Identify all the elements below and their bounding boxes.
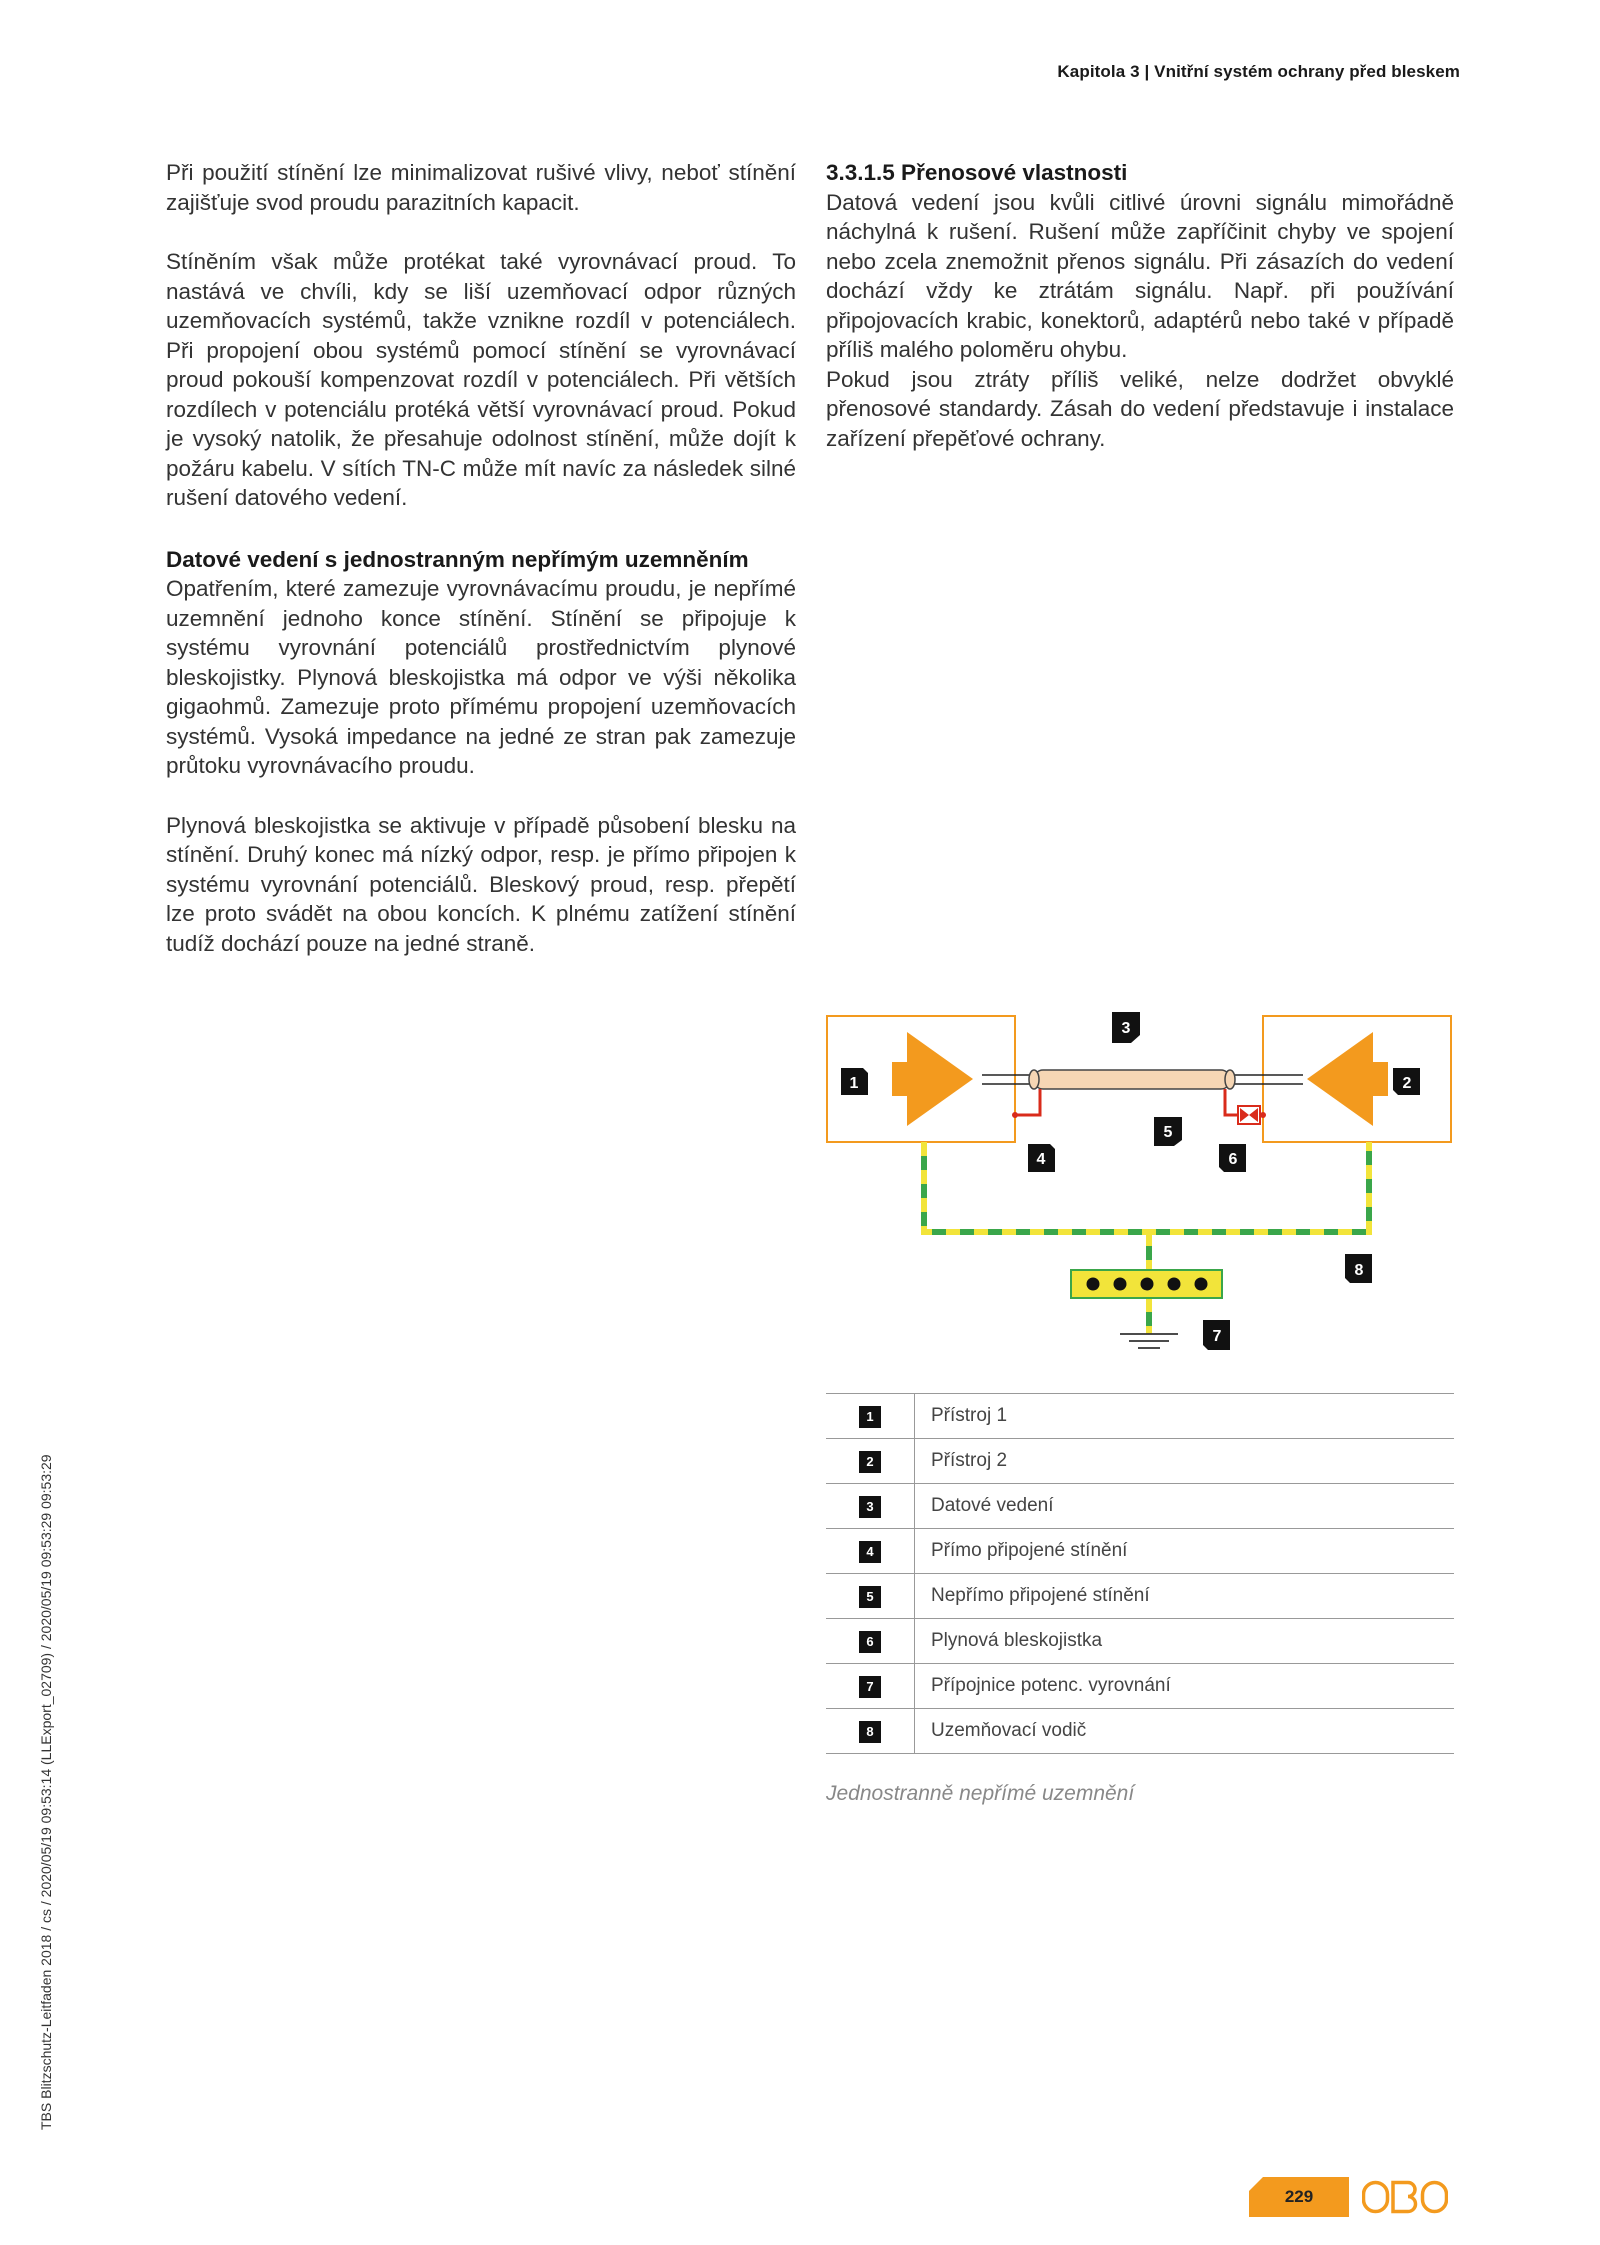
legend-number: 3 (859, 1496, 881, 1518)
badge-1 (841, 1068, 868, 1095)
paragraph-indirect-grounding: Opatřením, které zamezuje vyrovnávacímu proudu, je nepřímé uzemnění jednoho konce stínění. Stínění se připojuje k systému vyrovnání potenciálů prostřednictvím plynové bleskojistky. Plynová bleskojistka má odpor ve výši několika gigaohmů. Zamezuje proto přímému propojení uzemňovacích systémů. Vysoká impedance na jedné ze stran pak zamezuje průtoku vyrovnávacího proudu. (166, 576, 796, 778)
legend-number: 4 (859, 1541, 881, 1563)
legend-text: Přímo připojené stínění (915, 1529, 1455, 1574)
badge-5 (1154, 1117, 1182, 1146)
device-1-arrow-icon (892, 1032, 973, 1126)
legend-number: 2 (859, 1451, 881, 1473)
badge-7 (1203, 1320, 1230, 1350)
legend-row (826, 1394, 1454, 1439)
badge-8-label: 8 (1354, 1262, 1364, 1279)
paragraph-equalizing-current: Stíněním však může protékat také vyrovnávací proud. To nastává ve chvíli, kdy se liší uzemňovací odpor různých uzemňovacích systémů, takže vznikne rozdíl v potenciálech. Při propojení obou systémů pomocí stínění se vyrovnávací proud pokouší kompenzovat rozdíl v potenciálech. Při větších rozdílech v potenciálu protéká větší vyrovnávací proud. Pokud je vysoký natolik, že přesahuje odolnost stínění, může dojít k požáru kabelu. V sítích TN-C může mít navíc za následek silné rušení datového vedení. (166, 249, 796, 510)
badge-6-label: 6 (1228, 1151, 1238, 1168)
badge-4 (1028, 1144, 1055, 1172)
legend-row (826, 1709, 1454, 1754)
legend-number: 6 (859, 1631, 881, 1653)
legend-table (826, 1393, 1454, 1754)
legend-number: 1 (859, 1406, 881, 1428)
figure-caption: Jednostranně nepřímé uzemnění (826, 1782, 1135, 1805)
legend-row (826, 1574, 1454, 1619)
grounding-diagram (820, 1000, 1460, 1370)
earth-icon (1120, 1334, 1178, 1348)
paragraph-data-lines: Datová vedení jsou kvůli citlivé úrovni signálu mimořádně náchylná k rušení. Rušení může zapříčinit chyby ve spojení nebo zcela znemožnit přenos signálu. Při zásazích do vedení dochází vždy ke ztrátám signálu. Např. při používání připojovacích krabic, konektorů, adaptérů nebo také v případě příliš malého poloměru ohybu. (826, 189, 1454, 362)
cable-end (1225, 1070, 1235, 1089)
busbar-terminal (1195, 1278, 1208, 1291)
legend-row (826, 1529, 1454, 1574)
legend-row (826, 1484, 1454, 1529)
legend-row (826, 1664, 1454, 1709)
legend-number: 8 (859, 1721, 881, 1743)
indirect-shield-connection (1225, 1089, 1238, 1115)
legend-row (826, 1439, 1454, 1484)
paragraph-shielding-intro: Při použití stínění lze minimalizovat rušivé vlivy, neboť stínění zajišťuje svod proudu parazitních kapacit. (166, 160, 796, 215)
badge-2 (1393, 1068, 1420, 1095)
badge-3-label: 3 (1121, 1020, 1131, 1037)
device-2-arrow-icon (1307, 1032, 1388, 1126)
obo-logo (1362, 2180, 1448, 2214)
badge-3 (1112, 1012, 1140, 1043)
busbar-terminal (1114, 1278, 1127, 1291)
right-column (826, 158, 1454, 453)
page-header: Kapitola 3 | Vnitřní systém ochrany před bleskem (1057, 62, 1460, 81)
legend-text: Přípojnice potenc. vyrovnání (915, 1664, 1455, 1709)
badge-6 (1219, 1144, 1246, 1172)
badge-5-label: 5 (1163, 1124, 1173, 1141)
legend-number: 7 (859, 1676, 881, 1698)
badge-7-label: 7 (1212, 1328, 1222, 1345)
section-heading-transfer-properties: 3.3.1.5 Přenosové vlastnosti (826, 160, 1128, 185)
legend-number: 5 (859, 1586, 881, 1608)
legend-row (826, 1619, 1454, 1664)
legend-text: Uzemňovací vodič (915, 1709, 1455, 1754)
connection-dot (1260, 1112, 1266, 1118)
direct-shield-connection (1015, 1089, 1040, 1115)
side-print-info: TBS Blitzschutz-Leitfaden 2018 / cs / 2020/05/19 09:53:14 (LLExport_02709) / 2020/05/19 09:53:29 09:53:29 (38, 1454, 54, 2130)
left-column (166, 158, 796, 958)
connection-dot (1012, 1112, 1018, 1118)
page-number: 229 (1284, 2187, 1314, 2206)
paragraph-gas-arrester: Plynová bleskojistka se aktivuje v případě působení blesku na stínění. Druhý konec má nízký odpor, resp. je přímo připojen k systému vyrovnání potenciálů. Bleskový proud, resp. přepětí lze proto svádět na obou koncích. K plnému zatížení stínění tudíž dochází pouze na jedné straně. (166, 812, 796, 956)
legend-text: Datové vedení (915, 1484, 1455, 1529)
legend-text: Přístroj 2 (915, 1439, 1455, 1484)
paragraph-losses: Pokud jsou ztráty příliš veliké, nelze dodržet obvyklé přenosové standardy. Zásah do vedení představuje i instalace zařízení přepěťové ochrany. (826, 366, 1454, 451)
busbar-terminal (1168, 1278, 1181, 1291)
legend-text: Plynová bleskojistka (915, 1619, 1455, 1664)
badge-2-label: 2 (1402, 1075, 1412, 1092)
cable-end (1029, 1070, 1039, 1089)
legend-text: Nepřímo připojené stínění (915, 1574, 1455, 1619)
badge-4-label: 4 (1036, 1151, 1046, 1168)
busbar-terminal (1141, 1278, 1154, 1291)
data-cable (1034, 1070, 1230, 1089)
badge-1-label: 1 (849, 1075, 859, 1092)
ground-conductor (924, 1142, 1369, 1334)
page-number-tab (1249, 2177, 1349, 2217)
busbar-terminal (1087, 1278, 1100, 1291)
legend-text: Přístroj 1 (915, 1394, 1455, 1439)
badge-8 (1345, 1254, 1372, 1283)
section-heading-indirect-grounding: Datové vedení s jednostranným nepřímým uzemněním (166, 546, 749, 572)
